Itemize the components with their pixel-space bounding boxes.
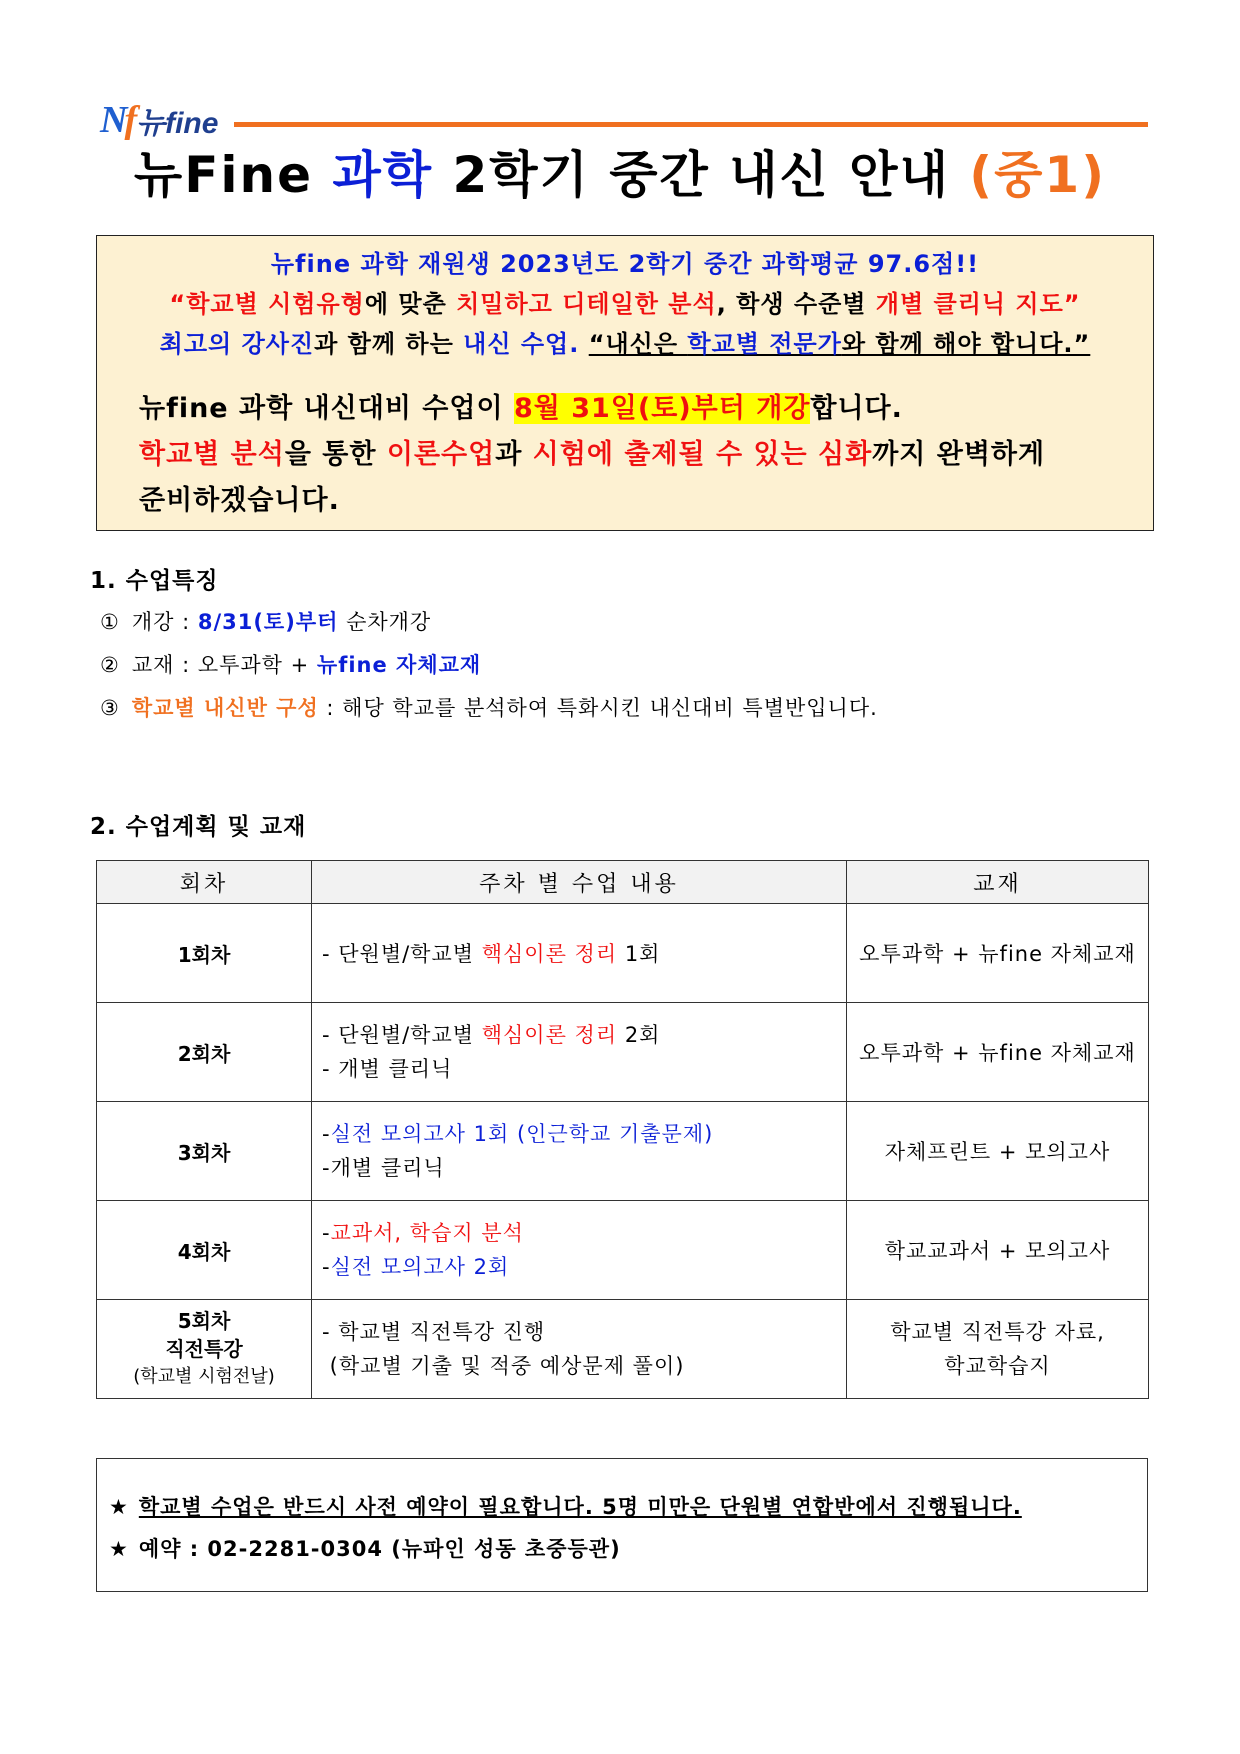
text-plain: 에 맞춘 xyxy=(364,290,457,318)
title-grade: (중1) xyxy=(969,146,1107,204)
text-expert: 학교별 전문가 xyxy=(687,330,842,358)
text-plain: “내신은 xyxy=(588,330,688,358)
notice-box xyxy=(96,1458,1148,1592)
text-analysis: 치밀하고 디테일한 분석 xyxy=(456,290,717,318)
notice-line-contact xyxy=(109,1533,621,1563)
table-row xyxy=(97,1003,1149,1102)
text-plain: 과 함께 하는 xyxy=(314,330,464,358)
feature-num: ① xyxy=(100,610,120,634)
text-plain: - 단원별/학교별 xyxy=(322,1023,482,1047)
notice-line-reservation xyxy=(109,1491,1022,1521)
cell-session: 1회차 xyxy=(97,904,312,1003)
content-line-2: (학교별 기출 및 적중 예상문제 풀이) xyxy=(322,1354,685,1378)
column-header-content: 주차 별 수업 내용 xyxy=(312,861,847,904)
column-header-book: 교재 xyxy=(847,861,1149,904)
cell-book: 학교교과서 + 모의고사 xyxy=(847,1201,1149,1300)
content-line-1: - 학교별 직전특강 진행 xyxy=(322,1320,546,1344)
table-row xyxy=(97,904,1149,1003)
text-plain: 과 xyxy=(495,439,533,470)
feature-rest: : 해당 학교를 분석하여 특화시킨 내신대비 특별반입니다. xyxy=(318,696,878,720)
cell-book: 오투과학 + 뉴fine 자체교재 xyxy=(847,1003,1149,1102)
feature-num: ③ xyxy=(100,696,120,720)
brand-logo xyxy=(100,98,218,142)
text-highlight: 핵심이론 정리 xyxy=(481,1023,618,1047)
notice-text: 예약 : 02-2281-0304 (뉴파인 성동 초중등관) xyxy=(138,1537,621,1561)
text-plain: , 학생 수준별 xyxy=(716,290,876,318)
star-icon: ★ xyxy=(109,1537,129,1561)
session-sub: 직전특강 xyxy=(165,1337,243,1361)
content-line-2 xyxy=(322,1250,845,1284)
text-plain: 와 함께 해야 합니다.” xyxy=(841,330,1091,358)
text-plain: 2회 xyxy=(617,1023,661,1047)
plan-heading: 2. 수업계획 및 교재 xyxy=(90,814,307,840)
text-theory: 이론수업 xyxy=(386,439,496,470)
intro-box xyxy=(96,235,1154,531)
text-class: 내신 수업. xyxy=(463,330,580,358)
text-plain: 1회 xyxy=(617,942,661,966)
intro-line-teachers xyxy=(97,324,1153,359)
intro-line-score: 뉴fine 과학 재원생 2023년도 2학기 중간 과학평균 97.6점!! xyxy=(270,250,980,278)
cell-content xyxy=(312,1102,847,1201)
book-line-2: 학교학습지 xyxy=(944,1354,1051,1378)
cell-content xyxy=(312,1003,847,1102)
feature-item-2 xyxy=(100,649,481,679)
text-dash: - xyxy=(322,1122,331,1146)
intro-line-opening xyxy=(139,386,903,425)
notice-text: 학교별 수업은 반드시 사전 예약이 필요합니다. 5명 미만은 단원별 연합반에서 진행됩니다. xyxy=(138,1495,1022,1519)
text-plain: 합니다. xyxy=(810,393,903,424)
cell-content xyxy=(312,904,847,1003)
star-icon: ★ xyxy=(109,1495,129,1519)
table-row xyxy=(97,1201,1149,1300)
feature-value: 뉴fine 자체교재 xyxy=(316,653,482,677)
session-sub-note: (학교별 시험전날) xyxy=(133,1366,275,1387)
cell-session: 2회차 xyxy=(97,1003,312,1102)
content-line-2: -개별 클리닉 xyxy=(322,1156,445,1180)
text-highlight: 핵심이론 정리 xyxy=(481,942,618,966)
cell-content xyxy=(312,1300,847,1399)
text-plain: 까지 완벽하게 xyxy=(872,439,1046,470)
quote-open: “ xyxy=(169,290,187,318)
text-plain: 뉴fine 과학 내신대비 수업이 xyxy=(139,393,514,424)
text-clinic: 개별 클리닉 지도 xyxy=(875,290,1064,318)
title-brand: 뉴Fine xyxy=(133,146,333,204)
feature-label: 개강 : xyxy=(131,610,198,634)
intro-line-school xyxy=(139,432,1045,471)
underlined-quote xyxy=(589,330,1091,358)
text-highlight: 교과서, 학습지 분석 xyxy=(330,1221,524,1245)
feature-item-3 xyxy=(100,692,878,722)
cell-session: 4회차 xyxy=(97,1201,312,1300)
book-line-1: 학교별 직전특강 자료, xyxy=(890,1320,1105,1344)
header-divider xyxy=(234,122,1148,127)
cell-session xyxy=(97,1300,312,1399)
text-teachers: 최고의 강사진 xyxy=(159,330,315,358)
logo-text: 뉴fine xyxy=(136,107,219,140)
text-opening-date: 8월 31일(토)부터 개강 xyxy=(513,393,811,424)
features-heading: 1. 수업특징 xyxy=(90,568,219,594)
feature-num: ② xyxy=(100,653,120,677)
feature-item-1 xyxy=(100,606,431,636)
cell-book: 자체프린트 + 모의고사 xyxy=(847,1102,1149,1201)
text-exam-type: 학교별 시험유형 xyxy=(186,290,365,318)
table-row xyxy=(97,1102,1149,1201)
text-highlight: 실전 모의고사 2회 xyxy=(330,1255,510,1279)
cell-session: 3회차 xyxy=(97,1102,312,1201)
table-row xyxy=(97,1300,1149,1399)
feature-rest: 순차개강 xyxy=(338,610,432,634)
content-line-1 xyxy=(322,1117,845,1151)
feature-value: 8/31(토)부터 xyxy=(197,610,339,634)
table-header-row xyxy=(97,861,1149,904)
quote-close: ” xyxy=(1063,290,1081,318)
text-advanced: 시험에 출제될 수 있는 심화 xyxy=(532,439,873,470)
intro-line-ready: 준비하겠습니다. xyxy=(139,485,340,516)
text-dash: - xyxy=(322,1255,331,1279)
intro-line-analysis xyxy=(97,284,1153,319)
cell-book xyxy=(847,1300,1149,1399)
title-main: 2학기 중간 내신 안내 xyxy=(433,146,970,204)
feature-label: 교재 : 오투과학 + xyxy=(131,653,317,677)
feature-value: 학교별 내신반 구성 xyxy=(131,696,319,720)
content-line-1 xyxy=(322,1018,845,1052)
session-label: 5회차 xyxy=(177,1309,231,1333)
text-dash: - xyxy=(322,1221,331,1245)
text-school-analysis: 학교별 분석 xyxy=(139,439,285,470)
cell-content xyxy=(312,1201,847,1300)
text-plain: - 단원별/학교별 xyxy=(322,942,482,966)
logo-mark: Nf xyxy=(100,99,135,141)
cell-book: 오투과학 + 뉴fine 자체교재 xyxy=(847,904,1149,1003)
content-line-2: - 개별 클리닉 xyxy=(322,1057,453,1081)
plan-table xyxy=(96,860,1149,1399)
text-plain: 을 통한 xyxy=(284,439,387,470)
title-subject: 과학 xyxy=(332,146,434,204)
content-line-1 xyxy=(322,1216,845,1250)
column-header-session: 회차 xyxy=(97,861,312,904)
page-title xyxy=(0,142,1240,208)
text-highlight: 실전 모의고사 1회 (인근학교 기출문제) xyxy=(330,1122,714,1146)
text-space xyxy=(579,330,588,358)
